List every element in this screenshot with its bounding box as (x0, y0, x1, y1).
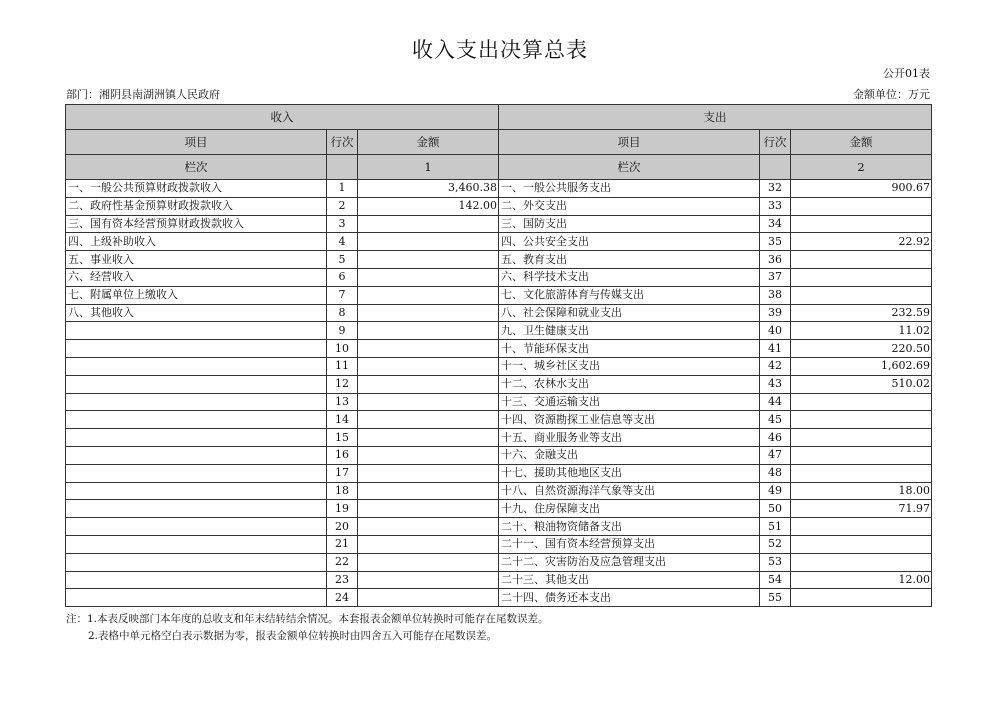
income-amount-cell (358, 322, 499, 340)
income-item-cell (66, 482, 327, 500)
amount-unit-label: 金额单位：万元 (853, 88, 930, 101)
form-number: 公开01表 (883, 67, 930, 80)
income-amount-cell: 3,460.38 (358, 180, 499, 198)
table-row (66, 251, 932, 269)
expense-amount-cell: 11.02 (791, 322, 932, 340)
expense-amount-cell (791, 286, 932, 304)
income-row-no-cell: 24 (327, 589, 358, 607)
income-amount-cell (358, 429, 499, 447)
income-col-index-label: 栏次 (66, 155, 327, 180)
expense-row-no-cell: 37 (760, 268, 791, 286)
footnotes (66, 611, 549, 645)
income-item-cell: 一、一般公共预算财政拨款收入 (66, 180, 327, 198)
page-title: 收入支出决算总表 (412, 38, 588, 62)
income-amount-cell (358, 553, 499, 571)
expense-item-cell: 一、一般公共服务支出 (499, 180, 760, 198)
table-row (66, 180, 932, 198)
table-row (66, 518, 932, 536)
table-row (66, 464, 932, 482)
income-amount-cell (358, 233, 499, 251)
income-amount-cell (358, 464, 499, 482)
table-row (66, 500, 932, 518)
income-item-cell (66, 464, 327, 482)
expense-item-cell: 十二、农林水支出 (499, 375, 760, 393)
income-item-cell (66, 500, 327, 518)
income-amount-cell: 142.00 (358, 197, 499, 215)
expense-item-cell: 二十一、国有资本经营预算支出 (499, 535, 760, 553)
expense-item-cell: 十九、住房保障支出 (499, 500, 760, 518)
expense-amount-cell (791, 411, 932, 429)
income-item-header: 项目 (66, 130, 327, 155)
table-row (66, 446, 932, 464)
income-item-cell (66, 571, 327, 589)
expense-item-cell: 二十、粮油物资储备支出 (499, 518, 760, 536)
income-item-cell (66, 429, 327, 447)
income-item-cell: 八、其他收入 (66, 304, 327, 322)
income-item-cell: 五、事业收入 (66, 251, 327, 269)
expense-row-no-cell: 42 (760, 357, 791, 375)
income-row-no-cell: 14 (327, 411, 358, 429)
expense-row-no-cell: 50 (760, 500, 791, 518)
expense-item-cell: 二、外交支出 (499, 197, 760, 215)
footnote-1: 注：1.本表反映部门本年度的总收支和年末结转结余情况。本套报表金额单位转换时可能存在尾数误差。 (66, 613, 549, 625)
income-item-cell (66, 446, 327, 464)
table-row (66, 393, 932, 411)
expense-row-no-cell: 43 (760, 375, 791, 393)
expense-row-no-cell: 32 (760, 180, 791, 198)
income-amount-cell (358, 571, 499, 589)
income-row-no-cell: 7 (327, 286, 358, 304)
expense-amount-cell (791, 553, 932, 571)
income-row-no-header: 行次 (327, 130, 358, 155)
expense-amount-cell (791, 268, 932, 286)
expense-row-no-cell: 35 (760, 233, 791, 251)
expense-amount-cell (791, 429, 932, 447)
income-item-cell (66, 535, 327, 553)
income-amount-cell (358, 446, 499, 464)
income-row-no-cell: 3 (327, 215, 358, 233)
expense-row-no-cell: 40 (760, 322, 791, 340)
income-expense-table (65, 104, 932, 607)
income-amount-header: 金额 (358, 130, 499, 155)
expense-amount-cell (791, 446, 932, 464)
expense-row-no-cell: 41 (760, 340, 791, 358)
income-row-no-cell: 1 (327, 180, 358, 198)
expense-row-no-cell: 55 (760, 589, 791, 607)
expense-row-no-cell: 34 (760, 215, 791, 233)
expense-amount-cell: 900.67 (791, 180, 932, 198)
footnote-2: 2.表格中单元格空白表示数据为零，报表金额单位转换时由四舍五入可能存在尾数误差。 (88, 630, 498, 642)
expense-col-index-value: 2 (791, 155, 932, 180)
expense-row-no-cell: 48 (760, 464, 791, 482)
income-row-no-cell: 18 (327, 482, 358, 500)
income-item-cell: 二、政府性基金预算财政拨款收入 (66, 197, 327, 215)
income-item-cell (66, 411, 327, 429)
income-amount-cell (358, 518, 499, 536)
expense-row-no-cell: 39 (760, 304, 791, 322)
income-row-no-cell: 23 (327, 571, 358, 589)
table-row (66, 304, 932, 322)
expense-amount-cell (791, 393, 932, 411)
expense-row-no-cell: 45 (760, 411, 791, 429)
expense-item-cell: 二十二、灾害防治及应急管理支出 (499, 553, 760, 571)
income-row-no-cell: 6 (327, 268, 358, 286)
income-amount-cell (358, 482, 499, 500)
income-row-no-cell: 10 (327, 340, 358, 358)
income-row-no-cell: 2 (327, 197, 358, 215)
income-col-index-blank (327, 155, 358, 180)
expense-item-cell: 十八、自然资源海洋气象等支出 (499, 482, 760, 500)
income-amount-cell (358, 340, 499, 358)
table-row (66, 357, 932, 375)
expense-item-cell: 十、节能环保支出 (499, 340, 760, 358)
income-header: 收入 (66, 105, 499, 130)
table-row (66, 268, 932, 286)
income-item-cell: 三、国有资本经营预算财政拨款收入 (66, 215, 327, 233)
income-item-cell (66, 393, 327, 411)
table-row (66, 322, 932, 340)
table-row (66, 375, 932, 393)
expense-item-cell: 十一、城乡社区支出 (499, 357, 760, 375)
expense-item-cell: 十三、交通运输支出 (499, 393, 760, 411)
income-row-no-cell: 20 (327, 518, 358, 536)
expense-item-header: 项目 (499, 130, 760, 155)
expense-row-no-cell: 51 (760, 518, 791, 536)
income-item-cell: 四、上级补助收入 (66, 233, 327, 251)
expense-row-no-cell: 52 (760, 535, 791, 553)
expense-row-no-cell: 44 (760, 393, 791, 411)
income-row-no-cell: 5 (327, 251, 358, 269)
expense-item-cell: 五、教育支出 (499, 251, 760, 269)
income-item-cell (66, 357, 327, 375)
income-row-no-cell: 22 (327, 553, 358, 571)
expense-item-cell: 十五、商业服务业等支出 (499, 429, 760, 447)
expense-row-no-header: 行次 (760, 130, 791, 155)
income-amount-cell (358, 375, 499, 393)
expense-row-no-cell: 33 (760, 197, 791, 215)
income-amount-cell (358, 411, 499, 429)
table-row (66, 197, 932, 215)
expense-row-no-cell: 38 (760, 286, 791, 304)
expense-amount-cell (791, 464, 932, 482)
expense-row-no-cell: 47 (760, 446, 791, 464)
expense-amount-cell: 220.50 (791, 340, 932, 358)
expense-item-cell: 六、科学技术支出 (499, 268, 760, 286)
income-amount-cell (358, 215, 499, 233)
expense-col-index-blank (760, 155, 791, 180)
expense-item-cell: 二十四、债务还本支出 (499, 589, 760, 607)
expense-amount-cell (791, 518, 932, 536)
expense-amount-cell: 232.59 (791, 304, 932, 322)
expense-amount-cell: 12.00 (791, 571, 932, 589)
expense-amount-cell: 1,602.69 (791, 357, 932, 375)
expense-row-no-cell: 49 (760, 482, 791, 500)
table-row (66, 233, 932, 251)
table-row (66, 482, 932, 500)
income-row-no-cell: 11 (327, 357, 358, 375)
income-amount-cell (358, 286, 499, 304)
income-row-no-cell: 9 (327, 322, 358, 340)
expense-row-no-cell: 36 (760, 251, 791, 269)
expense-item-cell: 十六、金融支出 (499, 446, 760, 464)
expense-item-cell: 八、社会保障和就业支出 (499, 304, 760, 322)
expense-amount-cell: 22.92 (791, 233, 932, 251)
income-item-cell: 六、经营收入 (66, 268, 327, 286)
income-amount-cell (358, 357, 499, 375)
income-amount-cell (358, 251, 499, 269)
expense-amount-cell: 18.00 (791, 482, 932, 500)
expense-header: 支出 (499, 105, 932, 130)
expense-col-index-label: 栏次 (499, 155, 760, 180)
expense-item-cell: 九、卫生健康支出 (499, 322, 760, 340)
income-row-no-cell: 21 (327, 535, 358, 553)
income-amount-cell (358, 268, 499, 286)
expense-amount-cell (791, 589, 932, 607)
expense-item-cell: 三、国防支出 (499, 215, 760, 233)
expense-item-cell: 十四、资源勘探工业信息等支出 (499, 411, 760, 429)
income-row-no-cell: 19 (327, 500, 358, 518)
table-row (66, 286, 932, 304)
table-row (66, 571, 932, 589)
table-row (66, 411, 932, 429)
expense-amount-cell (791, 535, 932, 553)
income-item-cell (66, 553, 327, 571)
expense-item-cell: 七、文化旅游体育与传媒支出 (499, 286, 760, 304)
expense-amount-cell (791, 197, 932, 215)
income-item-cell (66, 518, 327, 536)
income-row-no-cell: 17 (327, 464, 358, 482)
income-item-cell (66, 322, 327, 340)
income-row-no-cell: 12 (327, 375, 358, 393)
expense-amount-cell: 510.02 (791, 375, 932, 393)
expense-row-no-cell: 54 (760, 571, 791, 589)
table-row (66, 215, 932, 233)
expense-item-cell: 十七、援助其他地区支出 (499, 464, 760, 482)
income-item-cell (66, 589, 327, 607)
income-row-no-cell: 16 (327, 446, 358, 464)
table-row (66, 589, 932, 607)
income-amount-cell (358, 535, 499, 553)
expense-item-cell: 四、公共安全支出 (499, 233, 760, 251)
income-item-cell (66, 375, 327, 393)
income-row-no-cell: 4 (327, 233, 358, 251)
expense-amount-cell (791, 251, 932, 269)
income-amount-cell (358, 500, 499, 518)
income-amount-cell (358, 393, 499, 411)
income-col-index-value: 1 (358, 155, 499, 180)
income-item-cell (66, 340, 327, 358)
expense-item-cell: 二十三、其他支出 (499, 571, 760, 589)
income-amount-cell (358, 589, 499, 607)
table-row (66, 429, 932, 447)
income-item-cell: 七、附属单位上缴收入 (66, 286, 327, 304)
expense-amount-header: 金额 (791, 130, 932, 155)
expense-amount-cell (791, 215, 932, 233)
expense-row-no-cell: 53 (760, 553, 791, 571)
expense-row-no-cell: 46 (760, 429, 791, 447)
income-row-no-cell: 8 (327, 304, 358, 322)
table-row (66, 340, 932, 358)
income-amount-cell (358, 304, 499, 322)
department-label: 部门：湘阴县南湖洲镇人民政府 (66, 88, 220, 101)
table-row (66, 553, 932, 571)
expense-amount-cell: 71.97 (791, 500, 932, 518)
income-row-no-cell: 15 (327, 429, 358, 447)
table-body (66, 180, 932, 607)
table-row (66, 535, 932, 553)
income-row-no-cell: 13 (327, 393, 358, 411)
